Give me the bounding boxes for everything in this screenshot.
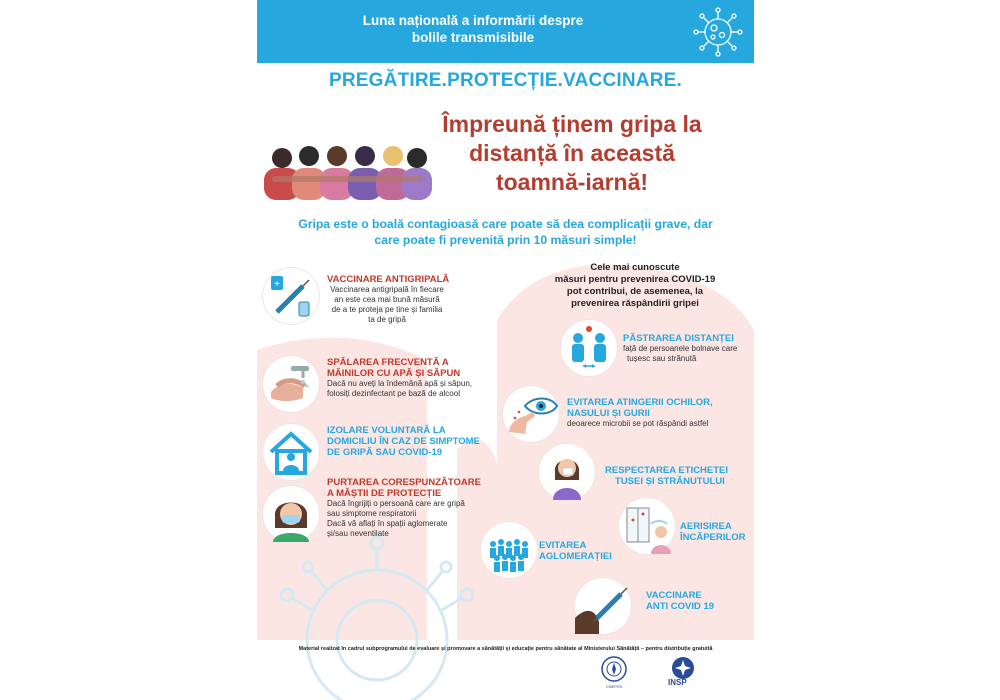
insp-logo-text: INSP: [668, 678, 687, 687]
measure-title: MÂINILOR CU APĂ ȘI SĂPUN: [327, 368, 461, 379]
measure-title: RESPECTAREA ETICHETEI: [605, 465, 728, 476]
svg-text:+: +: [274, 279, 280, 290]
measure-evitarea-atingerii: [567, 397, 747, 429]
crowd-circle: [481, 522, 537, 578]
measure-title: DOMICILIU ÎN CAZ DE SIMPTOME: [327, 436, 480, 447]
masked-woman-icon: [263, 486, 319, 542]
headline: [397, 110, 747, 197]
measure-body-line: de a te proteja pe tine și familia: [331, 305, 443, 314]
measure-title: DE GRIPĂ SAU COVID-19: [327, 447, 443, 458]
hand-touching-eye-icon: [503, 386, 559, 442]
intro-line1: Gripa este o boală contagioasă care poate să dea complicații grave, dar: [298, 217, 713, 231]
measure-title: IZOLARE VOLUNTARĂ LA: [327, 425, 446, 436]
measure-body-line: deoarece microbii se pot răspândi astfel: [567, 419, 709, 428]
cnepss-logo-icon: [601, 656, 627, 682]
header-title: [323, 12, 623, 46]
measure-izolare-voluntara: [327, 425, 507, 458]
intro-line2: care poate fi prevenită prin 10 măsuri simple!: [374, 233, 637, 247]
measure-title: NASULUI ȘI GURII: [567, 408, 650, 419]
syringe-vial-icon: [263, 268, 319, 324]
header-title-line2: bolile transmisibile: [411, 30, 535, 45]
headline-line3: toamnă-iarnă!: [495, 169, 649, 195]
measure-title: PĂSTRAREA DISTANȚEI: [623, 333, 734, 344]
measure-evitarea-aglomeratiei: [539, 540, 629, 562]
measure-vaccinare-covid: [646, 590, 746, 612]
covid-vaccine-circle: [575, 578, 631, 634]
measure-body-line: Dacă nu aveți la îndemână apă și săpun,: [327, 379, 472, 388]
measure-body-line: Dacă vă aflați în spații aglomerate: [327, 519, 448, 528]
measure-body-line: an este cea mai bună măsură: [334, 295, 440, 304]
two-people-distance-icon: [561, 320, 617, 376]
measure-title: TUSEI ȘI STRĂNUTULUI: [615, 476, 725, 487]
measure-body-line: folosiți dezinfectant pe bază de alcool: [327, 389, 460, 398]
headline-line1: Împreună ținem gripa la: [442, 111, 702, 137]
header-title-line1: Luna națională a informării despre: [362, 13, 584, 28]
home-circle: [263, 424, 319, 480]
header-banner: [257, 0, 754, 63]
measure-title: VACCINARE ANTIGRIPALĂ: [327, 274, 450, 285]
measure-aerisirea: [680, 521, 754, 543]
handwashing-icon: [263, 356, 319, 412]
sneezing-woman-icon: [539, 444, 595, 500]
syringe-arm-icon: [575, 578, 631, 634]
measure-title: EVITAREA ATINGERII OCHILOR,: [567, 397, 713, 408]
footer-text: Material realizat în cadrul subprogramului de evaluare și promovare a sănătății și educație pentru sănătate al Ministerului Sănătății – pentru distribuție gratuită: [298, 646, 713, 652]
measure-title: VACCINARE: [646, 590, 702, 601]
eye-circle: [503, 386, 559, 442]
measure-body-line: față de persoanele bolnave care: [623, 344, 738, 353]
measure-spalarea-mainilor: [327, 357, 507, 399]
known-header-line: pot contribui, de asemenea, la: [566, 286, 704, 297]
measure-title: ANTI COVID 19: [646, 601, 715, 612]
poster: [257, 0, 754, 700]
measure-eticheta-tusei: [605, 465, 754, 487]
measure-title: AERISIREA: [680, 521, 732, 532]
headline-line2: distanță în această: [469, 140, 675, 166]
measure-title: A MĂȘTII DE PROTECȚIE: [327, 488, 442, 499]
cnepss-logo-label: CNEPSS: [605, 684, 623, 689]
measure-purtarea-mastii: [327, 477, 507, 539]
handwash-circle: [263, 356, 319, 412]
insp-logo-icon: [671, 656, 695, 680]
measure-body-line: Dacă îngrijiți o persoană care are gripă: [327, 499, 465, 508]
measure-body-line: și/sau neventilate: [327, 529, 389, 538]
vaccine-circle: [263, 268, 319, 324]
measure-vaccinare-antigripala: [327, 274, 502, 325]
measure-title: ÎNCĂPERILOR: [680, 532, 746, 543]
virus-outline-icon: [689, 6, 747, 58]
mask-circle: [263, 486, 319, 542]
crowd-icon: [481, 522, 537, 578]
measure-pastrarea-distantei: [623, 333, 753, 364]
measure-title: SPĂLAREA FRECVENTĂ A: [327, 357, 449, 368]
known-header-line: Cele mai cunoscute: [590, 262, 680, 273]
home-person-icon: [263, 424, 319, 480]
known-header-line: prevenirea răspândirii gripei: [571, 298, 699, 309]
measure-title: EVITAREA: [539, 540, 587, 551]
measure-body-line: Vaccinarea antigripală în fiecare: [330, 285, 444, 294]
measure-title: AGLOMERAȚIEI: [539, 551, 612, 562]
measure-body-line: ta de gripă: [368, 315, 406, 324]
known-measures-header: [535, 262, 735, 310]
tagline: PREGĂTIRE.PROTECȚIE.VACCINARE.: [329, 70, 682, 91]
distance-circle: [561, 320, 617, 376]
intro-text: [257, 216, 754, 248]
cough-circle: [539, 444, 595, 500]
measure-body-line: sau simptome respiratorii: [327, 509, 417, 518]
measure-body-line: tușesc sau strănută: [627, 354, 697, 363]
measure-title: PURTAREA CORESPUNZĂTOARE: [327, 477, 481, 488]
known-header-line: măsuri pentru prevenirea COVID-19: [554, 274, 716, 285]
